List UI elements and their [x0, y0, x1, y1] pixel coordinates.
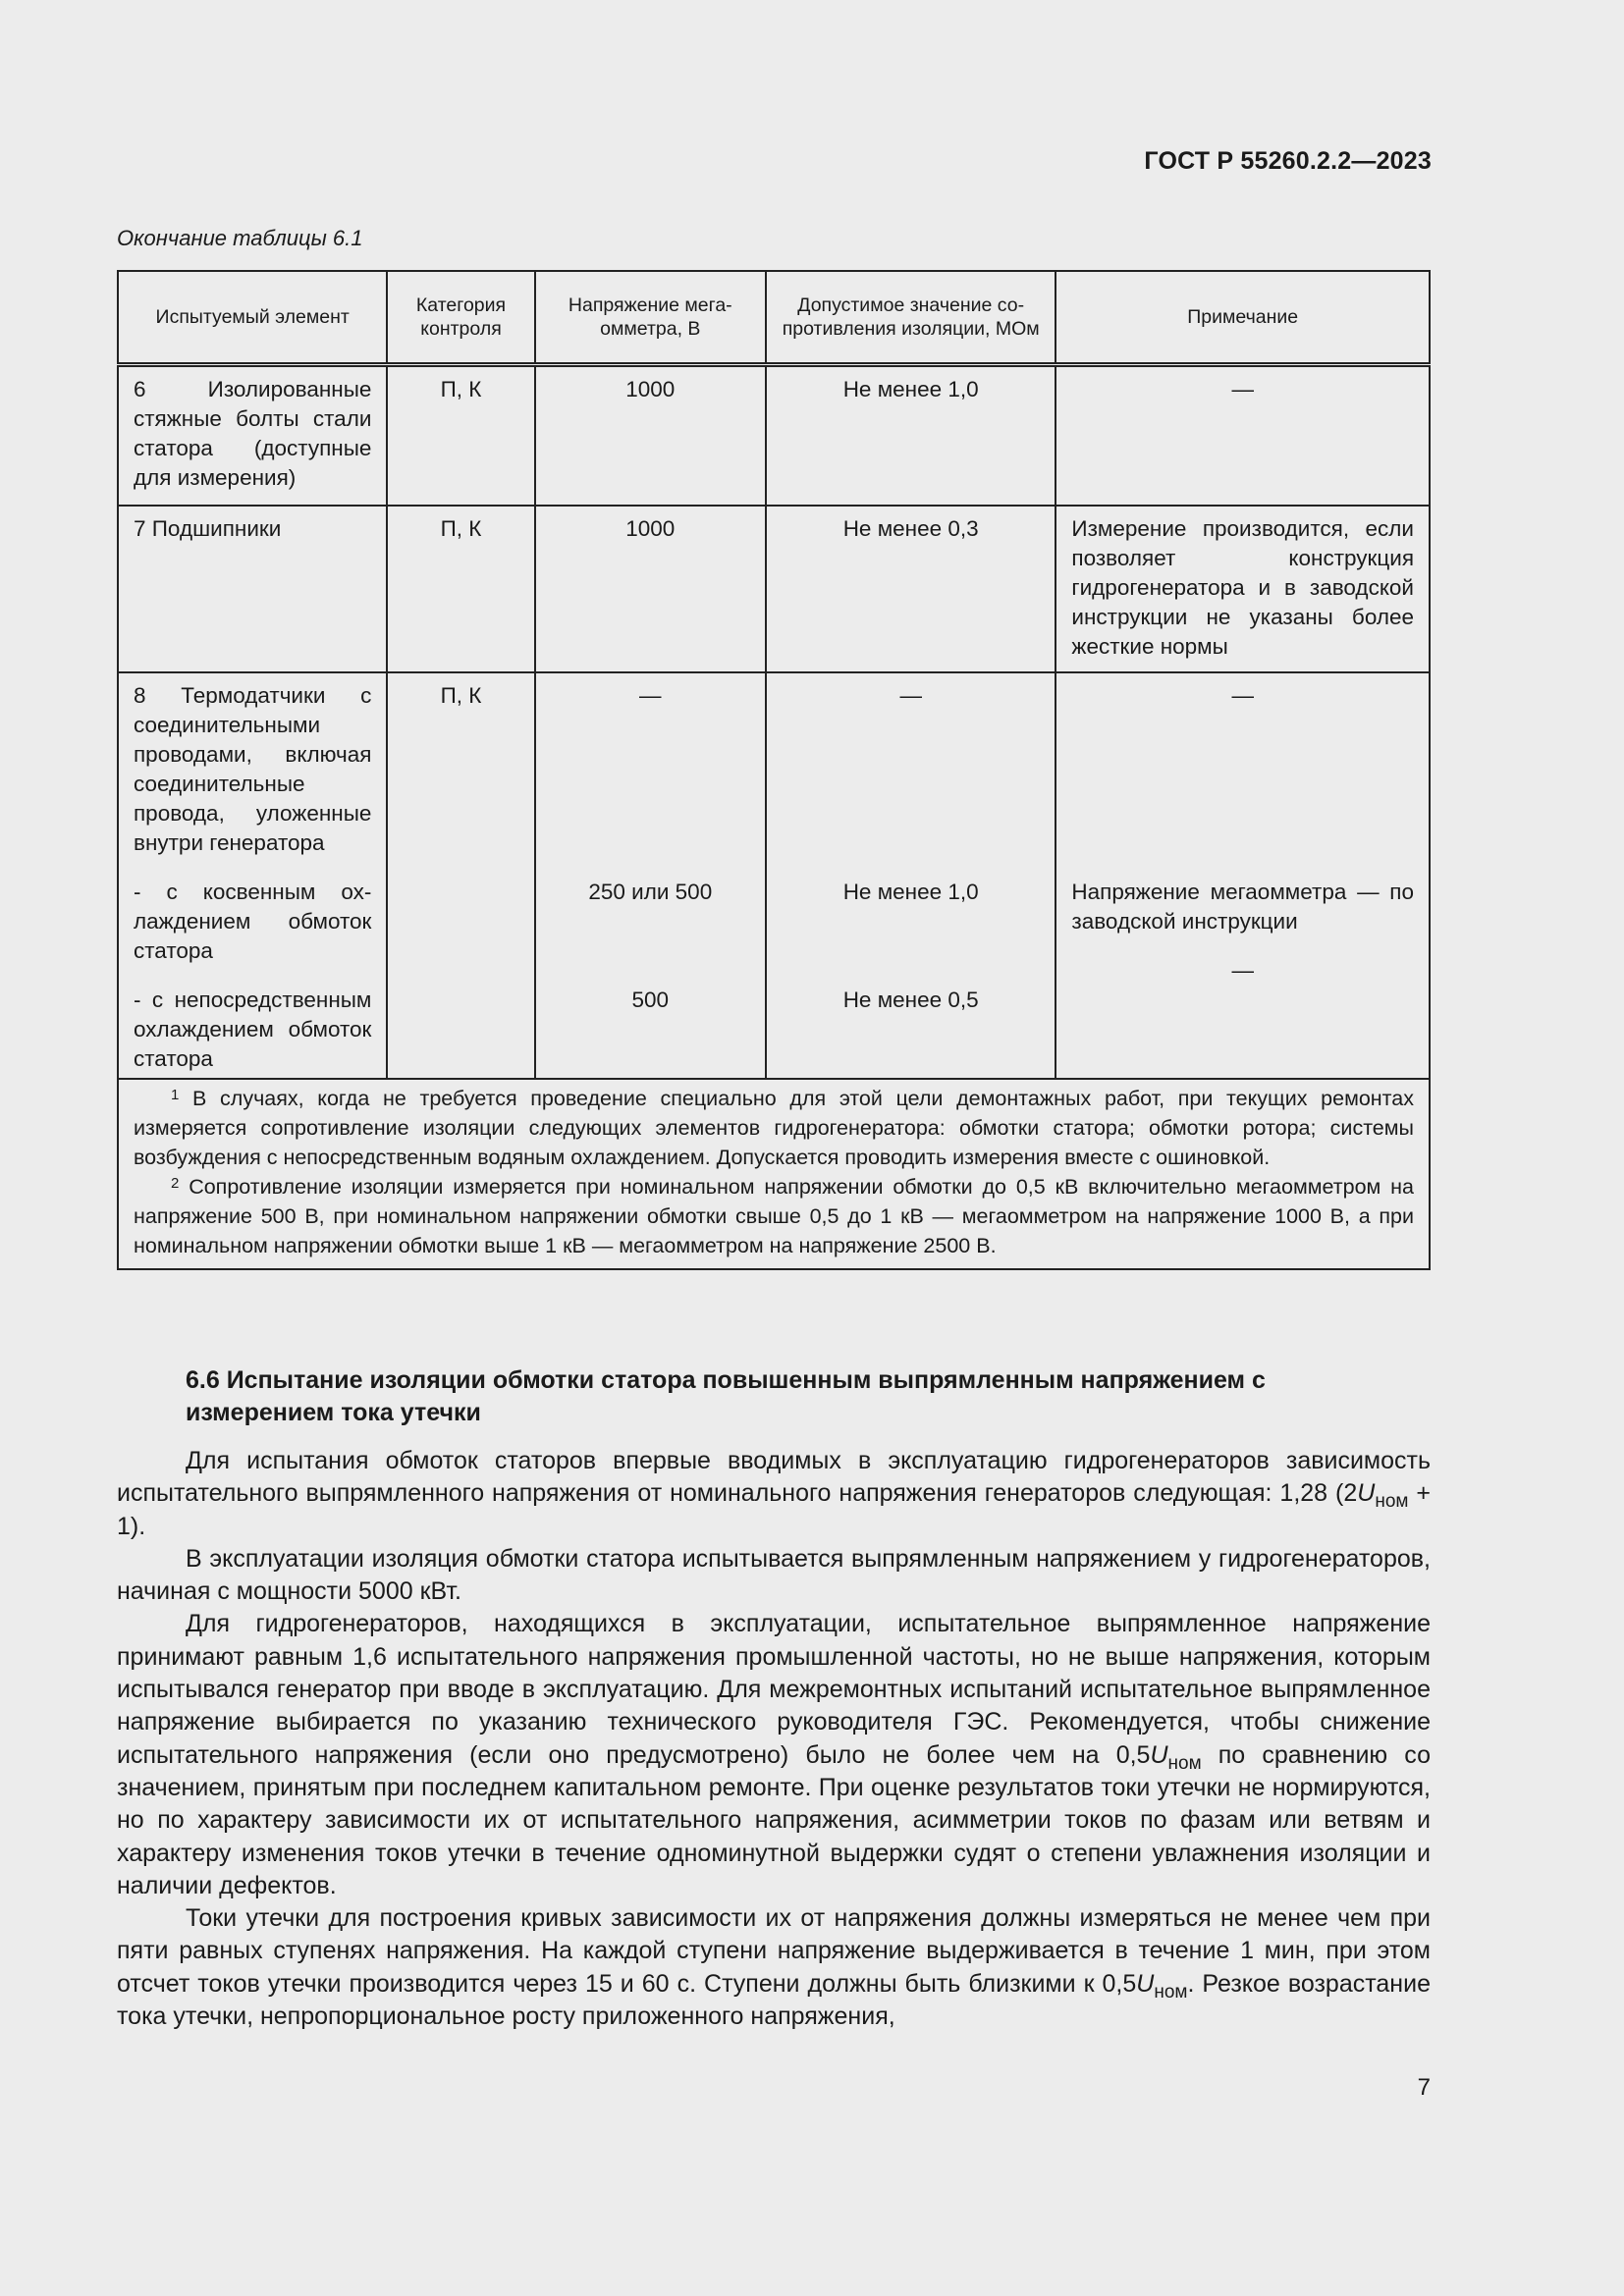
- cell-voltage-sub: 250 или 500: [588, 880, 713, 904]
- column-header-resistance: Допустимое значение сопротивления изоляции, МОм: [766, 271, 1056, 365]
- footnote-mark: 2: [171, 1175, 180, 1192]
- cell-element-sub: - с непосредственным охлаждением обмоток статора: [134, 988, 372, 1071]
- table-caption: Окончание таблицы 6.1: [117, 226, 363, 250]
- insulation-table: [117, 270, 1431, 1270]
- column-header-element: Испытуемый элемент: [118, 271, 387, 365]
- paragraph: В эксплуатации изоляция обмотки статора испытывается выпрямленным напряжением у гидрогенераторов, начиная с мощности 5000 кВт.: [117, 1544, 1431, 1606]
- cell-element: 7 Подшипники: [118, 506, 387, 672]
- u-symbol: U: [1136, 1969, 1155, 1998]
- footnote-2: [134, 1172, 1414, 1260]
- table-row: [118, 506, 1430, 672]
- section-title: 6.6 Испытание изоляции обмотки статора повышенным выпрямленным напряжением с измерением тока утечки: [186, 1366, 1266, 1426]
- footnotes-cell: [118, 1079, 1430, 1269]
- cell-note-group: [1056, 672, 1430, 1079]
- paragraph: Токи утечки для построения кривых зависимости их от напряжения должны измеряться не менее чем при пяти равных ступенях напряжения. На каждой ступени напряжение выдерживается в течение 1 мин, при этом отсчет токов утечки производится через 15 и 60 с. Ступени должны быть близкими к $0,5U_{ном}$. Резкое возрастание тока утечки, непропорциональное росту приложенного напряжения,: [117, 1904, 1431, 2031]
- cell-resistance: Не менее 0,3: [766, 506, 1056, 672]
- footnote-mark: 1: [171, 1087, 180, 1103]
- cell-element: 8 Термодатчики с соединительными проводами, включая соединительные провода, уложенные внутри генератора: [134, 683, 372, 855]
- document-code: ГОСТ Р 55260.2.2—2023: [1144, 147, 1432, 175]
- u-subscript: ном: [1375, 1491, 1409, 1513]
- cell-element-sub: - с косвенным охлаждением обмоток статора: [134, 880, 372, 963]
- cell-note-sub: Напряжение мегаомметра — по заводской инструкции: [1071, 880, 1414, 934]
- cell-element: 6 Изолированные стяжные болты стали статора (доступные для измерения): [118, 365, 387, 507]
- cell-category: П, К: [387, 365, 534, 507]
- table-footnotes: [118, 1079, 1430, 1269]
- page-number: 7: [1417, 2074, 1431, 2101]
- cell-resistance-sub: Не менее 1,0: [842, 880, 979, 904]
- u-subscript: ном: [1154, 1981, 1188, 2002]
- cell-voltage: 1000: [535, 365, 766, 507]
- paragraph: Для гидрогенераторов, находящихся в эксплуатации, испытательное выпрямленное напряжение принимают равным 1,6 испытательного напряжения промышленной частоты, но не выше напряжения, которым испытывался генератор при вводе в эксплуатацию. Для межремонтных испытаний испытательное выпрямленное напряжение выбирается по указанию технического руководителя ГЭС. Рекомендуется, чтобы снижение испытательного напряжения (если оно предусмотрено) было не более чем на $0,5U_{ном}$ по сравнению со значением, принятым при последнем капитальном ремонте. При оценке результатов токи утечки не нормируются, но по характеру зависимости их от испытательного напряжения, асимметрии токов по фазам или ветвям и характеру изменения токов утечки в течение одноминутной выдержки судят о степени увлажнения изоляции и наличии дефектов.: [117, 1610, 1431, 1899]
- cell-voltage: —: [639, 683, 662, 708]
- column-header-note: Примечание: [1056, 271, 1430, 365]
- cell-resistance-group: [766, 672, 1056, 1079]
- table-header-row: [118, 271, 1430, 365]
- cell-note: —: [1231, 683, 1254, 708]
- u-symbol: U: [1357, 1479, 1376, 1508]
- cell-category: П, К: [387, 672, 534, 1079]
- footnote-1: [134, 1084, 1414, 1172]
- column-header-voltage: Напряжение мегаомметра, В: [535, 271, 766, 365]
- table-row: [118, 365, 1430, 507]
- cell-element-group: [118, 672, 387, 1079]
- column-header-category: Категория контроля: [387, 271, 534, 365]
- cell-note-sub: —: [1231, 958, 1254, 983]
- cell-note: Измерение производится, если позволяет конструкция гидрогенератора и в заводской инструкции не указаны более жесткие нормы: [1056, 506, 1430, 672]
- section-body: [117, 1445, 1431, 2033]
- footnote-text: В случаях, когда не требуется проведение специально для этой цели демонтажных работ, при текущих ремонтах измеряется сопротивление изоляции следующих элементов гидрогенератора: обмотки статора; обмотки ротора; системы возбуждения с непосредственным водяным охлаждением. Допускается проводить измерения вместе с ошиновкой.: [134, 1087, 1414, 1169]
- cell-voltage-sub: 500: [631, 988, 670, 1012]
- cell-resistance-sub: Не менее 0,5: [842, 988, 979, 1012]
- cell-category: П, К: [387, 506, 534, 672]
- cell-note: —: [1056, 365, 1430, 507]
- cell-resistance: —: [899, 683, 922, 708]
- u-subscript: ном: [1167, 1752, 1202, 1774]
- cell-voltage-group: [535, 672, 766, 1079]
- footnote-text: Сопротивление изоляции измеряется при номинальном напряжении обмотки до 0,5 кВ включительно мегаомметром на напряжение 500 В, при номинальном напряжении обмотки свыше 0,5 до 1 кВ — мегаомметром на напряжение 1000 В, а при номинальном напряжении обмотки выше 1 кВ — мегаомметром на напряжение 2500 В.: [134, 1175, 1414, 1257]
- paragraph: Для испытания обмоток статоров впервые вводимых в эксплуатацию гидрогенераторов зависимость испытательного выпрямленного напряжения от номинального напряжения генераторов следующая: 1,28 $(2U_{ном} + 1)$.: [117, 1447, 1432, 1540]
- u-symbol: U: [1150, 1740, 1168, 1769]
- cell-voltage: 1000: [535, 506, 766, 672]
- cell-resistance: Не менее 1,0: [766, 365, 1056, 507]
- table-row: [118, 672, 1430, 1079]
